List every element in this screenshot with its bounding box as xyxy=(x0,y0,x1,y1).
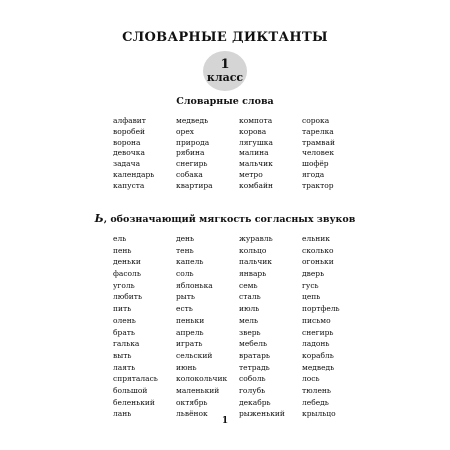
word-item: лебедь xyxy=(302,397,329,407)
word-column xyxy=(239,116,302,192)
word-item: квартира xyxy=(176,180,213,190)
word-item: собака xyxy=(176,169,203,179)
word-item: пальчик xyxy=(239,257,272,267)
word-item: лось xyxy=(302,374,320,384)
word-item: брать xyxy=(113,327,136,337)
word-item: лань xyxy=(113,409,132,419)
soft-sign-word-grid xyxy=(113,233,365,420)
word-item: капель xyxy=(176,257,204,267)
word-item: цепь xyxy=(302,292,321,302)
word-item: капуста xyxy=(113,180,145,190)
word-item: ягода xyxy=(302,169,325,179)
word-item: снегирь xyxy=(176,159,208,169)
word-item: есть xyxy=(176,304,193,314)
word-item: природа xyxy=(176,137,210,147)
word-item: дверь xyxy=(302,269,325,279)
word-item: сколько xyxy=(302,245,334,255)
word-item: тюлень xyxy=(302,385,331,395)
word-item: медведь xyxy=(302,362,335,372)
word-item: июнь xyxy=(176,362,197,372)
word-item: пень xyxy=(113,245,132,255)
word-column xyxy=(176,116,239,192)
word-item: галька xyxy=(113,339,140,349)
word-item: шофёр xyxy=(302,159,329,169)
word-item: ворона xyxy=(113,137,141,147)
word-item: олень xyxy=(113,315,136,325)
word-item: играть xyxy=(176,339,203,349)
word-item: декабрь xyxy=(239,397,271,407)
word-item: ельник xyxy=(302,234,330,243)
word-item: снегирь xyxy=(302,327,334,337)
word-item: фасоль xyxy=(113,269,141,279)
page-title: СЛОВАРНЫЕ ДИКТАНТЫ xyxy=(122,30,328,45)
word-item: компота xyxy=(239,116,273,125)
word-item: корова xyxy=(239,126,267,136)
word-item: пеньки xyxy=(176,315,205,325)
word-item: тень xyxy=(176,245,194,255)
word-item: орех xyxy=(176,126,194,136)
word-item: июль xyxy=(239,304,260,314)
word-item: соболь xyxy=(239,374,266,384)
word-item: соль xyxy=(176,269,194,279)
word-item: пить xyxy=(113,304,132,314)
word-item: выть xyxy=(113,350,132,360)
word-item: задача xyxy=(113,159,141,169)
word-item: апрель xyxy=(176,327,204,337)
word-item: сельский xyxy=(176,350,213,360)
word-item: журавль xyxy=(239,234,273,243)
grade-badge xyxy=(203,51,247,91)
word-column xyxy=(113,233,176,420)
word-item: портфель xyxy=(302,304,340,314)
word-item: корабль xyxy=(302,350,334,360)
word-item: лягушка xyxy=(239,137,273,147)
word-item: письмо xyxy=(302,315,331,325)
word-item: рыженький xyxy=(239,409,285,419)
grade-label: класс xyxy=(206,71,244,85)
word-item: медведь xyxy=(176,116,209,125)
word-item: комбайн xyxy=(239,180,274,190)
word-item: рябина xyxy=(176,148,205,158)
word-item: голубь xyxy=(239,385,266,395)
word-item: январь xyxy=(239,269,267,279)
word-item: уголь xyxy=(113,280,135,290)
section-title-vocabulary: Словарные слова xyxy=(176,96,274,107)
word-item: гусь xyxy=(302,280,319,290)
word-item: мебель xyxy=(239,339,268,349)
word-item: яблонька xyxy=(176,280,213,290)
word-item: октябрь xyxy=(176,397,208,407)
word-item: маленький xyxy=(176,385,220,395)
page-number: 1 xyxy=(221,416,229,426)
word-item: алфавит xyxy=(113,116,146,125)
word-item: малина xyxy=(239,148,269,158)
word-item: трактор xyxy=(302,180,334,190)
word-item: ель xyxy=(113,234,127,243)
word-item: лаять xyxy=(113,362,136,372)
grade-number: 1 xyxy=(220,57,230,73)
word-item: львёнок xyxy=(176,409,208,419)
word-item: воробей xyxy=(113,126,146,136)
word-item: большой xyxy=(113,385,148,395)
word-item: трамвай xyxy=(302,137,335,147)
word-item: спряталась xyxy=(113,374,158,384)
word-column xyxy=(239,233,302,420)
word-column xyxy=(302,116,365,192)
word-item: кольцо xyxy=(239,245,267,255)
word-item: день xyxy=(176,234,195,243)
word-column xyxy=(113,116,176,192)
word-item: огоньки xyxy=(302,257,334,267)
word-item: беленький xyxy=(113,397,155,407)
word-item: рыть xyxy=(176,292,196,302)
word-item: метро xyxy=(239,169,263,179)
word-item: человек xyxy=(302,148,335,158)
word-column xyxy=(302,233,365,420)
word-item: календарь xyxy=(113,169,155,179)
word-item: мальчик xyxy=(239,159,273,169)
word-item: мель xyxy=(239,315,259,325)
word-column xyxy=(176,233,239,420)
soft-sign-letter: Ь xyxy=(94,212,104,225)
word-item: тетрадь xyxy=(239,362,270,372)
word-item: вратарь xyxy=(239,350,270,360)
word-item: зверь xyxy=(239,327,261,337)
word-item: сорока xyxy=(302,116,330,125)
vocabulary-word-grid xyxy=(113,116,365,192)
word-item: крыльцо xyxy=(302,409,336,419)
word-item: колокольчик xyxy=(176,374,228,384)
word-item: деньки xyxy=(113,257,141,267)
section-title-soft-sign xyxy=(0,212,450,225)
word-item: семь xyxy=(239,280,258,290)
section-title-soft-sign-text: , обозначающий мягкость согласных звуков xyxy=(103,214,356,225)
word-item: тарелка xyxy=(302,126,334,136)
word-item: любить xyxy=(113,292,143,302)
word-item: ладонь xyxy=(302,339,330,349)
word-item: сталь xyxy=(239,292,261,302)
word-item: девочка xyxy=(113,148,145,158)
